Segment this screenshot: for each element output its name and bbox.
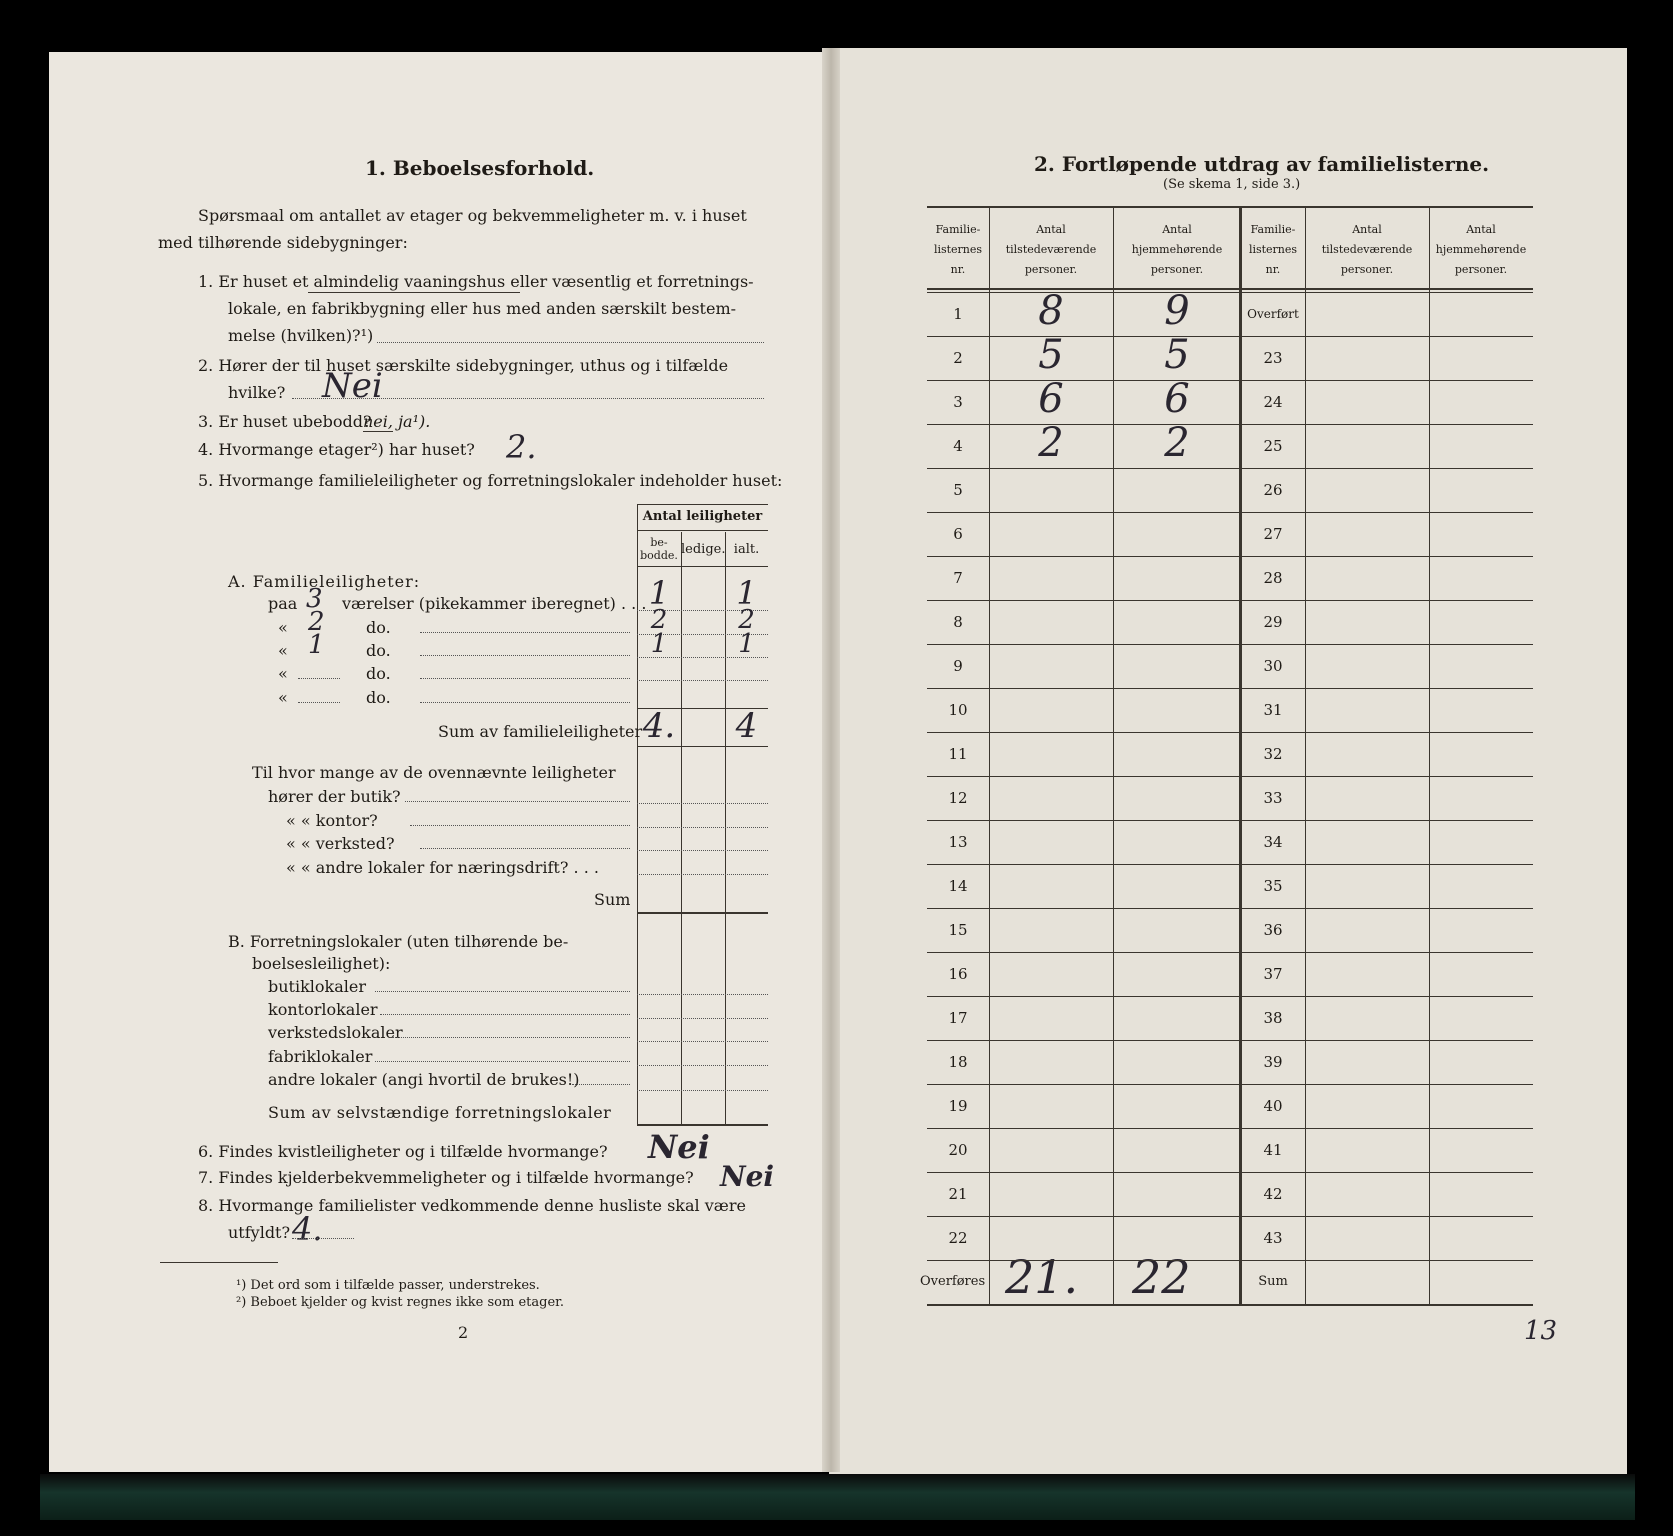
b-row-divider <box>637 1090 768 1091</box>
row-nr-right: 37 <box>1263 965 1283 983</box>
row-nr-left: 17 <box>948 1009 968 1027</box>
a-row-bebodde: 2 <box>650 605 668 635</box>
table-row-line <box>927 1172 1533 1173</box>
til-row-divider <box>637 850 768 851</box>
a-sum-ialt: 4 <box>735 706 758 746</box>
row-nr-left: 22 <box>948 1229 968 1247</box>
row-nr-right: 28 <box>1263 569 1283 587</box>
table-row-line <box>927 776 1533 777</box>
row-hjemme-left: 9 <box>1164 288 1190 334</box>
header-hjemme-2: Antal hjemmehørende personer. <box>1435 223 1527 276</box>
row-nr-left: 18 <box>948 1053 968 1071</box>
intro-line-1: Spørsmaal om antallet av etager og bekvemmeligheter m. v. i huset <box>198 206 747 225</box>
row-nr-right: 41 <box>1263 1141 1283 1159</box>
b-row-andre: andre lokaler (angi hvortil de brukes!) <box>268 1070 580 1089</box>
table-bottom-border <box>927 1304 1533 1306</box>
row-hjemme-left: 6 <box>1164 376 1190 422</box>
underline-nei <box>363 431 393 432</box>
row-nr-right: 40 <box>1263 1097 1283 1115</box>
underline-vaaningshus <box>308 292 520 293</box>
col-header-ialt: ialt. <box>733 542 760 557</box>
question-2-line-2: hvilke? <box>228 383 286 402</box>
row-nr-right: 39 <box>1263 1053 1283 1071</box>
leader-dots <box>420 848 630 849</box>
answer-q8: 4. <box>292 1210 323 1248</box>
leader-dots <box>420 702 630 703</box>
question-1-line-3: melse (hvilken)?¹) <box>228 326 374 345</box>
leader-dots <box>392 1037 630 1038</box>
sum-label: Sum <box>1258 1274 1288 1289</box>
right-section-title: 2. Fortløpende utdrag av familielisterne. <box>1034 152 1490 176</box>
row-nr-right: 32 <box>1263 745 1283 763</box>
table-row-line <box>927 468 1533 469</box>
question-3-options: nei, ja¹). <box>363 412 431 431</box>
table-row-line <box>927 688 1533 689</box>
row-hjemme-left: 2 <box>1164 420 1190 466</box>
b-row-verksted: verkstedslokaler <box>268 1023 403 1042</box>
row-nr-right: 34 <box>1263 833 1283 851</box>
a-row-prefix: « <box>278 688 288 707</box>
right-page-number: 13 <box>1524 1316 1558 1346</box>
section-b-title-1: B. Forretningslokaler (uten tilhørende be- <box>228 932 569 951</box>
row-nr-left: 2 <box>953 349 963 367</box>
a-row-prefix: paa <box>268 594 298 613</box>
til-row-butik: hører der butik? <box>268 787 401 806</box>
row-nr-left: 11 <box>948 745 968 763</box>
footnote-2: ²) Beboet kjelder og kvist regnes ikke som etager. <box>236 1295 565 1310</box>
footnote-1: ¹) Det ord som i tilfælde passer, understrekes. <box>236 1278 540 1293</box>
leader-dots <box>420 655 630 656</box>
til-row-andre: « « andre lokaler for næringsdrift? . . . <box>286 858 599 877</box>
table-row-line <box>927 952 1533 953</box>
leader-dots <box>375 1061 630 1062</box>
a-row-rooms: 1 <box>308 630 325 660</box>
col-divider <box>1305 206 1306 1304</box>
col-header-bebodde: be- bodde. <box>640 536 678 562</box>
left-section-title: 1. Beboelsesforhold. <box>365 156 595 180</box>
leader-dots <box>375 991 630 992</box>
a-row-ialt: 1 <box>736 574 757 612</box>
answer-line-q8 <box>292 1238 354 1239</box>
a-row-text: værelser (pikekammer iberegnet) . . . <box>342 594 647 613</box>
footnote-separator <box>160 1262 278 1263</box>
row-nr-left: 16 <box>948 965 968 983</box>
table-row-line <box>927 1260 1533 1261</box>
question-3: 3. Er huset ubebodd? <box>198 412 372 431</box>
row-nr-left: 14 <box>948 877 968 895</box>
leader-dots <box>405 801 630 802</box>
apt-table-header-bottom <box>637 566 768 567</box>
table-top-border <box>927 206 1533 208</box>
apt-table-col-divider-1 <box>681 532 682 1124</box>
question-5: 5. Hvormange familieleiligheter og forretningslokaler indeholder huset: <box>198 471 783 490</box>
a-row-ialt: 1 <box>738 629 755 659</box>
a-row-divider <box>637 657 768 658</box>
apt-table-header-divider <box>637 530 768 531</box>
a-row-text: do. <box>366 618 391 637</box>
row-nr-right: 36 <box>1263 921 1283 939</box>
header-nr-2: Familie- listernes nr. <box>1248 223 1298 276</box>
section-b-title-2: boelsesleilighet): <box>252 954 391 973</box>
til-row-divider <box>637 874 768 875</box>
row-nr-left: 9 <box>953 657 963 675</box>
row-nr-right: 31 <box>1263 701 1283 719</box>
til-sum-label: Sum <box>594 890 631 909</box>
overfores-label: Overføres <box>920 1274 986 1289</box>
table-row-line <box>927 600 1533 601</box>
a-sum-label: Sum av familieleiligheter <box>438 722 643 741</box>
answer-q4: 2. <box>506 428 537 466</box>
row-nr-left: 3 <box>953 393 963 411</box>
row-nr-right: 35 <box>1263 877 1283 895</box>
table-row-line <box>927 1040 1533 1041</box>
row-tilstede-left: 8 <box>1038 288 1064 334</box>
row-tilstede-left: 6 <box>1038 376 1064 422</box>
table-row-line <box>927 864 1533 865</box>
left-page <box>49 52 829 1472</box>
rooms-blank <box>298 702 340 703</box>
a-row-text: do. <box>366 688 391 707</box>
b-row-divider <box>637 1065 768 1066</box>
a-row-bebodde: 1 <box>648 574 670 612</box>
row-nr-right: Overført <box>1247 307 1299 321</box>
answer-q6: Nei <box>648 1128 710 1166</box>
row-nr-left: 19 <box>948 1097 968 1115</box>
col-divider <box>1429 206 1430 1304</box>
til-row-divider <box>637 827 768 828</box>
overfores-tilstede: 21. <box>1005 1250 1079 1304</box>
intro-line-2: med tilhørende sidebygninger: <box>158 233 408 252</box>
row-nr-right: 27 <box>1263 525 1283 543</box>
header-tilstede-2: Antal tilstedeværende personer. <box>1321 223 1413 276</box>
b-row-divider <box>637 1041 768 1042</box>
question-8-line-2: utfyldt? <box>228 1223 291 1242</box>
leader-dots <box>410 825 630 826</box>
til-hvor-mange-line: Til hvor mange av de ovennævnte leiligheter <box>252 763 616 782</box>
a-sum-bebodde: 4. <box>642 706 676 746</box>
row-nr-left: 20 <box>948 1141 968 1159</box>
til-row-verksted: « « verksted? <box>286 834 395 853</box>
row-nr-left: 13 <box>948 833 968 851</box>
b-row-kontor: kontorlokaler <box>268 1000 378 1019</box>
a-sum-bottom <box>637 746 768 747</box>
row-nr-right: 23 <box>1263 349 1283 367</box>
question-7: 7. Findes kjelderbekvemmeligheter og i tilfælde hvormange? <box>198 1168 694 1187</box>
table-row-line <box>927 512 1533 513</box>
row-nr-left: 10 <box>948 701 968 719</box>
leader-dots <box>420 632 630 633</box>
row-nr-left: 5 <box>953 481 963 499</box>
b-row-divider <box>637 994 768 995</box>
row-nr-right: 33 <box>1263 789 1283 807</box>
left-page-number: 2 <box>458 1323 469 1342</box>
b-row-divider <box>637 1018 768 1019</box>
row-nr-right: 24 <box>1263 393 1283 411</box>
table-row-line <box>927 1128 1533 1129</box>
b-row-fabrik: fabriklokaler <box>268 1047 373 1066</box>
a-row-rooms: 3 <box>306 584 323 614</box>
apt-table-top-border <box>637 504 768 505</box>
b-row-butik: butiklokaler <box>268 977 367 996</box>
row-tilstede-left: 2 <box>1038 420 1064 466</box>
a-row-text: do. <box>366 664 391 683</box>
right-subtitle: (Se skema 1, side 3.) <box>1163 177 1301 192</box>
a-row-prefix: « <box>278 618 288 637</box>
leader-dots <box>380 1014 630 1015</box>
book-gutter <box>822 48 840 1472</box>
til-row-divider <box>637 803 768 804</box>
table-row-line <box>927 556 1533 557</box>
answer-line-q1 <box>377 342 764 343</box>
a-row-bebodde: 1 <box>650 629 668 659</box>
header-nr-1: Familie- listernes nr. <box>933 223 983 276</box>
row-nr-right: 42 <box>1263 1185 1283 1203</box>
question-4: 4. Hvormange etager²) har huset? <box>198 440 475 459</box>
til-row-kontor: « « kontor? <box>286 811 378 830</box>
row-nr-right: 30 <box>1263 657 1283 675</box>
section-a-title: A. Familieleiligheter: <box>228 572 421 591</box>
rooms-blank <box>298 678 340 679</box>
table-row-line <box>927 1084 1533 1085</box>
row-nr-left: 1 <box>953 305 963 323</box>
row-nr-right: 38 <box>1263 1009 1283 1027</box>
table-row-line <box>927 908 1533 909</box>
row-nr-right: 25 <box>1263 437 1283 455</box>
question-8-line-1: 8. Hvormange familielister vedkommende denne husliste skal være <box>198 1196 746 1215</box>
a-row-prefix: « <box>278 664 288 683</box>
til-sum-bottom <box>637 912 768 914</box>
row-hjemme-left: 5 <box>1164 332 1190 378</box>
answer-q2: Nei <box>322 366 383 406</box>
a-row-divider <box>637 680 768 681</box>
bottom-border <box>40 1474 1635 1520</box>
answer-line-q2 <box>292 398 764 399</box>
answer-q7: Nei <box>720 1160 775 1193</box>
question-1-line-1: 1. Er huset et almindelig vaaningshus eller væsentlig et forretnings- <box>198 272 754 291</box>
question-1-line-2: lokale, en fabrikbygning eller hus med anden særskilt bestem- <box>228 299 737 318</box>
row-nr-left: 12 <box>948 789 968 807</box>
row-nr-left: 8 <box>953 613 963 631</box>
b-sum-bottom <box>637 1124 768 1126</box>
leader-dots <box>572 1084 630 1085</box>
a-row-ialt: 2 <box>738 605 755 635</box>
question-6: 6. Findes kvistleiligheter og i tilfælde hvormange? <box>198 1142 608 1161</box>
table-row-line <box>927 820 1533 821</box>
overfores-hjemme: 22 <box>1132 1250 1191 1304</box>
table-row-line <box>927 996 1533 997</box>
row-nr-left: 4 <box>953 437 963 455</box>
a-row-rooms: 2 <box>308 607 325 637</box>
row-nr-left: 6 <box>953 525 963 543</box>
a-row-text: do. <box>366 641 391 660</box>
b-sum-label: Sum av selvstændige forretningslokaler <box>268 1103 612 1122</box>
row-nr-right: 29 <box>1263 613 1283 631</box>
question-2-line-1: 2. Hører der til huset særskilte sidebygninger, uthus og i tilfælde <box>198 356 729 375</box>
table-row-line <box>927 732 1533 733</box>
col-header-ledige: ledige. <box>681 542 726 557</box>
row-nr-left: 21 <box>948 1185 968 1203</box>
header-tilstede-1: Antal tilstedeværende personer. <box>1005 223 1097 276</box>
row-nr-left: 15 <box>948 921 968 939</box>
row-nr-left: 7 <box>953 569 963 587</box>
row-nr-right: 26 <box>1263 481 1283 499</box>
row-tilstede-left: 5 <box>1038 332 1064 378</box>
apt-table-header: Antal leiligheter <box>642 509 763 524</box>
leader-dots <box>420 678 630 679</box>
header-hjemme-1: Antal hjemmehørende personer. <box>1131 223 1223 276</box>
row-nr-right: 43 <box>1263 1229 1283 1247</box>
table-row-line <box>927 644 1533 645</box>
table-row-line <box>927 1216 1533 1217</box>
a-row-prefix: « <box>278 641 288 660</box>
